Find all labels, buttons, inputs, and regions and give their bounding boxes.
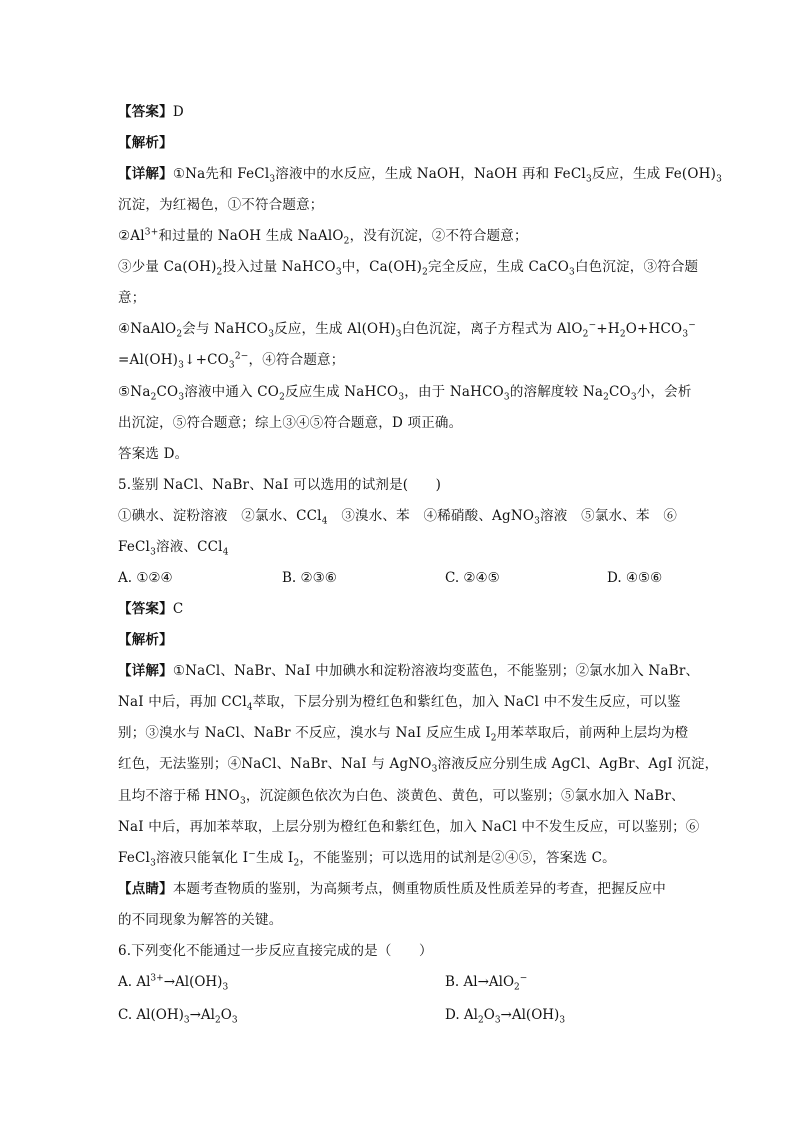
q4-detail-line-4: ③少量 $Ca(OH)_2$投入过量 NaHCO$_3$中，$Ca(OH)_2$完全反应，生成 CaCO$_3$白色沉淀，③符合题 [118, 259, 699, 278]
q4-detail-line-9: 出沉淀，⑤符合题意；综上③④⑤符合题意，D 项正确。 [118, 415, 463, 431]
q4-detail-line-6: ④NaAlO$_2$会与 NaHCO$_3$反应，生成 $Al(OH)_3$白色沉淀，离子方程式为 $AlO_2^-+H_2O+HCO_3^-$ [118, 320, 697, 340]
q6-stem: 6.下列变化不能通过一步反应直接完成的是（ ） [118, 943, 433, 959]
q5-answer: C [172, 601, 184, 617]
q6-option-a: A. $Al^{3+}\to Al(OH)_3$ [118, 973, 229, 993]
q4-text: ①Na先和 FeCl$_3$溶液中的水反应，生成 NaOH，NaOH 再和 FeCl$_3$反应，生成 $Fe(OH)_3$ [172, 166, 722, 185]
q5-analysis-tag: 【解析】 [118, 632, 173, 648]
q5-comment-line-2: 的不同现象为解答的关键。 [118, 912, 283, 928]
q4-detail-line-2: 沉淀，为红褐色，①不符合题意； [118, 197, 324, 213]
q4-detail-line-5: 意； [118, 290, 146, 306]
q5-comment-line-1 [118, 880, 666, 898]
q5-reagents-line-1: ①碘水、淀粉溶液 ②氯水、CCl$_4$ ③溴水、苯 ④稀硝酸、AgNO$_3$溶液 ⑤氯水、苯 ⑥ [118, 508, 678, 527]
q5-detail-line-2: NaI 中后，再加 CCl$_4$萃取，下层分别为橙红色和紫红色，加入 NaCl 中不发生反应，可以鉴 [118, 694, 681, 713]
detail-tag: 【详解】 [118, 663, 173, 679]
q4-detail-line-3: $②Al^{3+}$和过量的 NaOH 生成 NaAlO$_2$，没有沉淀，②不符合题意； [118, 227, 528, 247]
q5-detail-line-6: NaI 中后，再加苯萃取，上层分别为橙红色和紫红色，加入 NaCl 中不发生反应，可以鉴别；⑥ [118, 819, 700, 835]
q6-option-c: C. $Al(OH)_3\to Al_2O_3$ [118, 1007, 238, 1026]
q4-answer: D [172, 104, 184, 120]
q5-option-d: D. ④⑤⑥ [607, 570, 663, 586]
q4-analysis-tag: 【解析】 [118, 135, 173, 151]
q5-detail-line-5: 且均不溶于稀 $HNO_3$，沉淀颜色依次为白色、淡黄色、黄色，可以鉴别；⑤氯水加入 NaBr、 [118, 788, 685, 807]
q5-comment-text: 本题考查物质的鉴别，为高频考点，侧重物质性质及性质差异的考查，把握反应中 [172, 881, 667, 897]
answer-tag: 【答案】 [118, 104, 173, 120]
q4-detail-line-8: $⑤Na_2CO_3$溶液中通入 $CO_2$反应生成 NaHCO$_3$，由于 NaHCO$_3$的溶解度较 $Na_2CO_3$小，会析 [118, 384, 692, 403]
comment-tag: 【点睛】 [118, 881, 173, 897]
q5-detail-line-4: 红色，无法鉴别；④NaCl、NaBr、NaI 与 AgNO$_3$溶液反应分别生成 AgCl、AgBr、AgI 沉淀， [118, 756, 719, 775]
q5-option-a: A. ①②④ [118, 570, 173, 586]
q6-option-b: B. Al→AlO$_2$− [445, 973, 528, 993]
q5-answer-line [118, 600, 183, 618]
q4-answer-line [118, 103, 184, 121]
q5-detail-line-3: 别；③溴水与 NaCl、NaBr 不反应，溴水与 NaI 反应生成 $I_2$用苯萃取后，前两种上层均为橙 [118, 725, 689, 744]
q5-detail-line-7: FeCl$_3$溶液只能氧化 I−生成 $I_2$，不能鉴别；可以选用的试剂是②④⑤，答案选 C。 [118, 849, 616, 869]
q5-option-c: C. ②④⑤ [445, 570, 500, 586]
answer-tag: 【答案】 [118, 601, 173, 617]
q5-text: ①NaCl、NaBr、NaI 中加碘水和淀粉溶液均变蓝色，不能鉴别；②氯水加入 NaBr、 [172, 663, 700, 679]
q5-stem: 5.鉴别 NaCl、NaBr、NaI 可以选用的试剂是( ) [118, 477, 442, 493]
q5-detail-line-1 [118, 662, 699, 680]
q5-reagents-line-2: FeCl$_3$溶液、CCl$_4$ [118, 539, 229, 558]
q5-option-b: B. ②③⑥ [282, 570, 337, 586]
q4-detail-line-7: $=Al(OH)_3↓+CO_3^{2-}$，④符合题意； [118, 351, 345, 371]
q4-detail-line-1 [118, 165, 722, 183]
detail-tag: 【详解】 [118, 166, 173, 182]
q6-option-d: D. $Al_2O_3\to Al(OH)_3$ [445, 1007, 566, 1026]
q4-conclusion: 答案选 D。 [118, 446, 189, 462]
